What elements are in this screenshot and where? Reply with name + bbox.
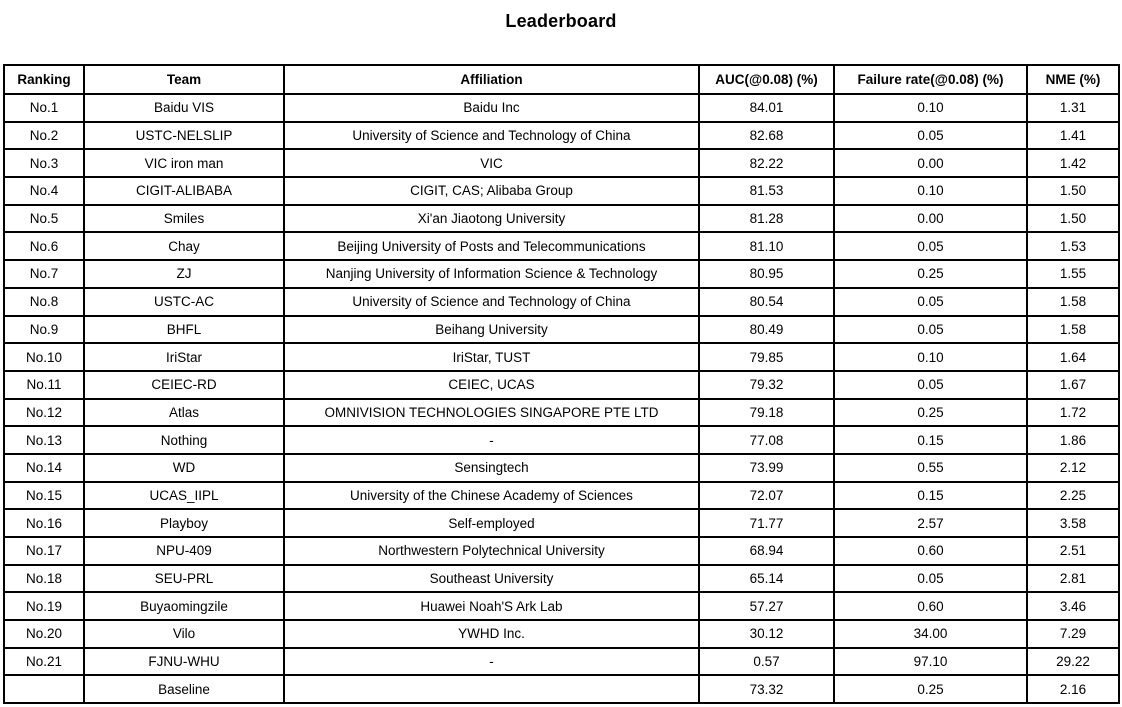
cell-nme: 29.22 — [1027, 648, 1119, 676]
table-row — [4, 454, 1119, 482]
cell-failure_rate: 0.15 — [834, 426, 1027, 454]
cell-auc: 80.54 — [699, 288, 834, 316]
cell-ranking: No.16 — [4, 509, 84, 537]
cell-affiliation: VIC — [284, 149, 699, 177]
cell-team: USTC-AC — [84, 288, 284, 316]
cell-nme: 1.58 — [1027, 316, 1119, 344]
cell-affiliation: CEIEC, UCAS — [284, 371, 699, 399]
cell-failure_rate: 2.57 — [834, 509, 1027, 537]
cell-failure_rate: 0.60 — [834, 537, 1027, 565]
table-row — [4, 149, 1119, 177]
cell-team: Nothing — [84, 426, 284, 454]
page-title: Leaderboard — [505, 11, 617, 31]
cell-team: IriStar — [84, 343, 284, 371]
table-row — [4, 537, 1119, 565]
cell-ranking: No.8 — [4, 288, 84, 316]
table-row — [4, 371, 1119, 399]
cell-team: USTC-NELSLIP — [84, 122, 284, 150]
cell-auc: 73.99 — [699, 454, 834, 482]
cell-nme: 1.55 — [1027, 260, 1119, 288]
cell-nme: 2.16 — [1027, 675, 1119, 703]
cell-team: FJNU-WHU — [84, 648, 284, 676]
cell-auc: 80.95 — [699, 260, 834, 288]
cell-affiliation: Xi'an Jiaotong University — [284, 205, 699, 233]
table-row — [4, 288, 1119, 316]
cell-ranking: No.17 — [4, 537, 84, 565]
cell-auc: 73.32 — [699, 675, 834, 703]
cell-team: Chay — [84, 232, 284, 260]
table-row — [4, 565, 1119, 593]
cell-affiliation: - — [284, 648, 699, 676]
cell-auc: 0.57 — [699, 648, 834, 676]
cell-affiliation: University of the Chinese Academy of Sciences — [284, 482, 699, 510]
cell-failure_rate: 0.25 — [834, 675, 1027, 703]
column-header-failure_rate: Failure rate(@0.08) (%) — [834, 65, 1027, 94]
cell-auc: 71.77 — [699, 509, 834, 537]
cell-ranking: No.12 — [4, 399, 84, 427]
table-row — [4, 399, 1119, 427]
cell-failure_rate: 0.60 — [834, 592, 1027, 620]
cell-failure_rate: 0.05 — [834, 316, 1027, 344]
cell-failure_rate: 0.15 — [834, 482, 1027, 510]
cell-ranking: No.20 — [4, 620, 84, 648]
cell-affiliation: YWHD Inc. — [284, 620, 699, 648]
cell-ranking — [4, 675, 84, 703]
cell-ranking: No.15 — [4, 482, 84, 510]
cell-affiliation: Southeast University — [284, 565, 699, 593]
column-header-team: Team — [84, 65, 284, 94]
cell-nme: 2.25 — [1027, 482, 1119, 510]
cell-team: CIGIT-ALIBABA — [84, 177, 284, 205]
cell-failure_rate: 0.05 — [834, 371, 1027, 399]
cell-ranking: No.11 — [4, 371, 84, 399]
cell-failure_rate: 0.05 — [834, 232, 1027, 260]
cell-auc: 84.01 — [699, 94, 834, 122]
cell-affiliation: Northwestern Polytechnical University — [284, 537, 699, 565]
cell-team: UCAS_IIPL — [84, 482, 284, 510]
cell-failure_rate: 0.00 — [834, 149, 1027, 177]
cell-auc: 80.49 — [699, 316, 834, 344]
cell-team: VIC iron man — [84, 149, 284, 177]
leaderboard-table — [3, 64, 1120, 704]
table-row — [4, 343, 1119, 371]
cell-affiliation: - — [284, 426, 699, 454]
cell-ranking: No.13 — [4, 426, 84, 454]
table-row — [4, 122, 1119, 150]
cell-auc: 65.14 — [699, 565, 834, 593]
header-row — [4, 65, 1119, 94]
cell-failure_rate: 34.00 — [834, 620, 1027, 648]
cell-ranking: No.3 — [4, 149, 84, 177]
cell-team: NPU-409 — [84, 537, 284, 565]
cell-ranking: No.14 — [4, 454, 84, 482]
cell-team: Buyaomingzile — [84, 592, 284, 620]
cell-auc: 81.53 — [699, 177, 834, 205]
cell-affiliation: IriStar, TUST — [284, 343, 699, 371]
table-row — [4, 482, 1119, 510]
cell-affiliation: Beijing University of Posts and Telecommunications — [284, 232, 699, 260]
cell-auc: 82.68 — [699, 122, 834, 150]
cell-nme: 3.58 — [1027, 509, 1119, 537]
cell-auc: 82.22 — [699, 149, 834, 177]
cell-affiliation: Nanjing University of Information Science & Technology — [284, 260, 699, 288]
cell-failure_rate: 0.10 — [834, 177, 1027, 205]
cell-auc: 79.85 — [699, 343, 834, 371]
cell-team: WD — [84, 454, 284, 482]
cell-failure_rate: 0.25 — [834, 399, 1027, 427]
cell-nme: 2.51 — [1027, 537, 1119, 565]
cell-ranking: No.19 — [4, 592, 84, 620]
table-row — [4, 205, 1119, 233]
table-row — [4, 177, 1119, 205]
cell-ranking: No.6 — [4, 232, 84, 260]
table-header — [4, 65, 1119, 94]
cell-ranking: No.1 — [4, 94, 84, 122]
cell-nme: 3.46 — [1027, 592, 1119, 620]
cell-team: Baidu VIS — [84, 94, 284, 122]
cell-failure_rate: 0.05 — [834, 288, 1027, 316]
cell-ranking: No.2 — [4, 122, 84, 150]
cell-ranking: No.4 — [4, 177, 84, 205]
cell-auc: 57.27 — [699, 592, 834, 620]
table-row — [4, 620, 1119, 648]
table-row — [4, 509, 1119, 537]
cell-ranking: No.9 — [4, 316, 84, 344]
cell-nme: 1.58 — [1027, 288, 1119, 316]
cell-affiliation: University of Science and Technology of China — [284, 122, 699, 150]
cell-failure_rate: 0.00 — [834, 205, 1027, 233]
cell-affiliation: Baidu Inc — [284, 94, 699, 122]
cell-auc: 72.07 — [699, 482, 834, 510]
cell-ranking: No.18 — [4, 565, 84, 593]
cell-failure_rate: 0.10 — [834, 94, 1027, 122]
cell-failure_rate: 0.25 — [834, 260, 1027, 288]
cell-nme: 2.12 — [1027, 454, 1119, 482]
cell-auc: 79.32 — [699, 371, 834, 399]
column-header-ranking: Ranking — [4, 65, 84, 94]
table-row — [4, 260, 1119, 288]
cell-auc: 68.94 — [699, 537, 834, 565]
cell-affiliation — [284, 675, 699, 703]
table-row — [4, 648, 1119, 676]
column-header-auc: AUC(@0.08) (%) — [699, 65, 834, 94]
table-row — [4, 316, 1119, 344]
cell-nme: 1.50 — [1027, 177, 1119, 205]
cell-team: Smiles — [84, 205, 284, 233]
column-header-affiliation: Affiliation — [284, 65, 699, 94]
cell-failure_rate: 0.05 — [834, 122, 1027, 150]
cell-nme: 1.72 — [1027, 399, 1119, 427]
cell-nme: 2.81 — [1027, 565, 1119, 593]
cell-auc: 79.18 — [699, 399, 834, 427]
cell-auc: 81.28 — [699, 205, 834, 233]
cell-auc: 77.08 — [699, 426, 834, 454]
cell-affiliation: Self-employed — [284, 509, 699, 537]
cell-affiliation: CIGIT, CAS; Alibaba Group — [284, 177, 699, 205]
cell-team: Vilo — [84, 620, 284, 648]
cell-failure_rate: 0.05 — [834, 565, 1027, 593]
table-row — [4, 232, 1119, 260]
cell-nme: 7.29 — [1027, 620, 1119, 648]
table-row — [4, 592, 1119, 620]
cell-ranking: No.21 — [4, 648, 84, 676]
cell-failure_rate: 97.10 — [834, 648, 1027, 676]
cell-nme: 1.64 — [1027, 343, 1119, 371]
cell-ranking: No.10 — [4, 343, 84, 371]
cell-team: Baseline — [84, 675, 284, 703]
cell-team: Playboy — [84, 509, 284, 537]
cell-affiliation: Sensingtech — [284, 454, 699, 482]
cell-team: Atlas — [84, 399, 284, 427]
cell-auc: 81.10 — [699, 232, 834, 260]
cell-ranking: No.7 — [4, 260, 84, 288]
cell-failure_rate: 0.10 — [834, 343, 1027, 371]
cell-failure_rate: 0.55 — [834, 454, 1027, 482]
table-body — [4, 94, 1119, 703]
cell-team: SEU-PRL — [84, 565, 284, 593]
table-row — [4, 426, 1119, 454]
cell-affiliation: Huawei Noah'S Ark Lab — [284, 592, 699, 620]
cell-affiliation: University of Science and Technology of China — [284, 288, 699, 316]
cell-ranking: No.5 — [4, 205, 84, 233]
table-row — [4, 675, 1119, 703]
cell-auc: 30.12 — [699, 620, 834, 648]
cell-team: ZJ — [84, 260, 284, 288]
cell-nme: 1.53 — [1027, 232, 1119, 260]
cell-affiliation: Beihang University — [284, 316, 699, 344]
cell-team: BHFL — [84, 316, 284, 344]
cell-team: CEIEC-RD — [84, 371, 284, 399]
cell-affiliation: OMNIVISION TECHNOLOGIES SINGAPORE PTE LTD — [284, 399, 699, 427]
table-row — [4, 94, 1119, 122]
cell-nme: 1.67 — [1027, 371, 1119, 399]
cell-nme: 1.31 — [1027, 94, 1119, 122]
cell-nme: 1.42 — [1027, 149, 1119, 177]
cell-nme: 1.86 — [1027, 426, 1119, 454]
cell-nme: 1.50 — [1027, 205, 1119, 233]
cell-nme: 1.41 — [1027, 122, 1119, 150]
column-header-nme: NME (%) — [1027, 65, 1119, 94]
